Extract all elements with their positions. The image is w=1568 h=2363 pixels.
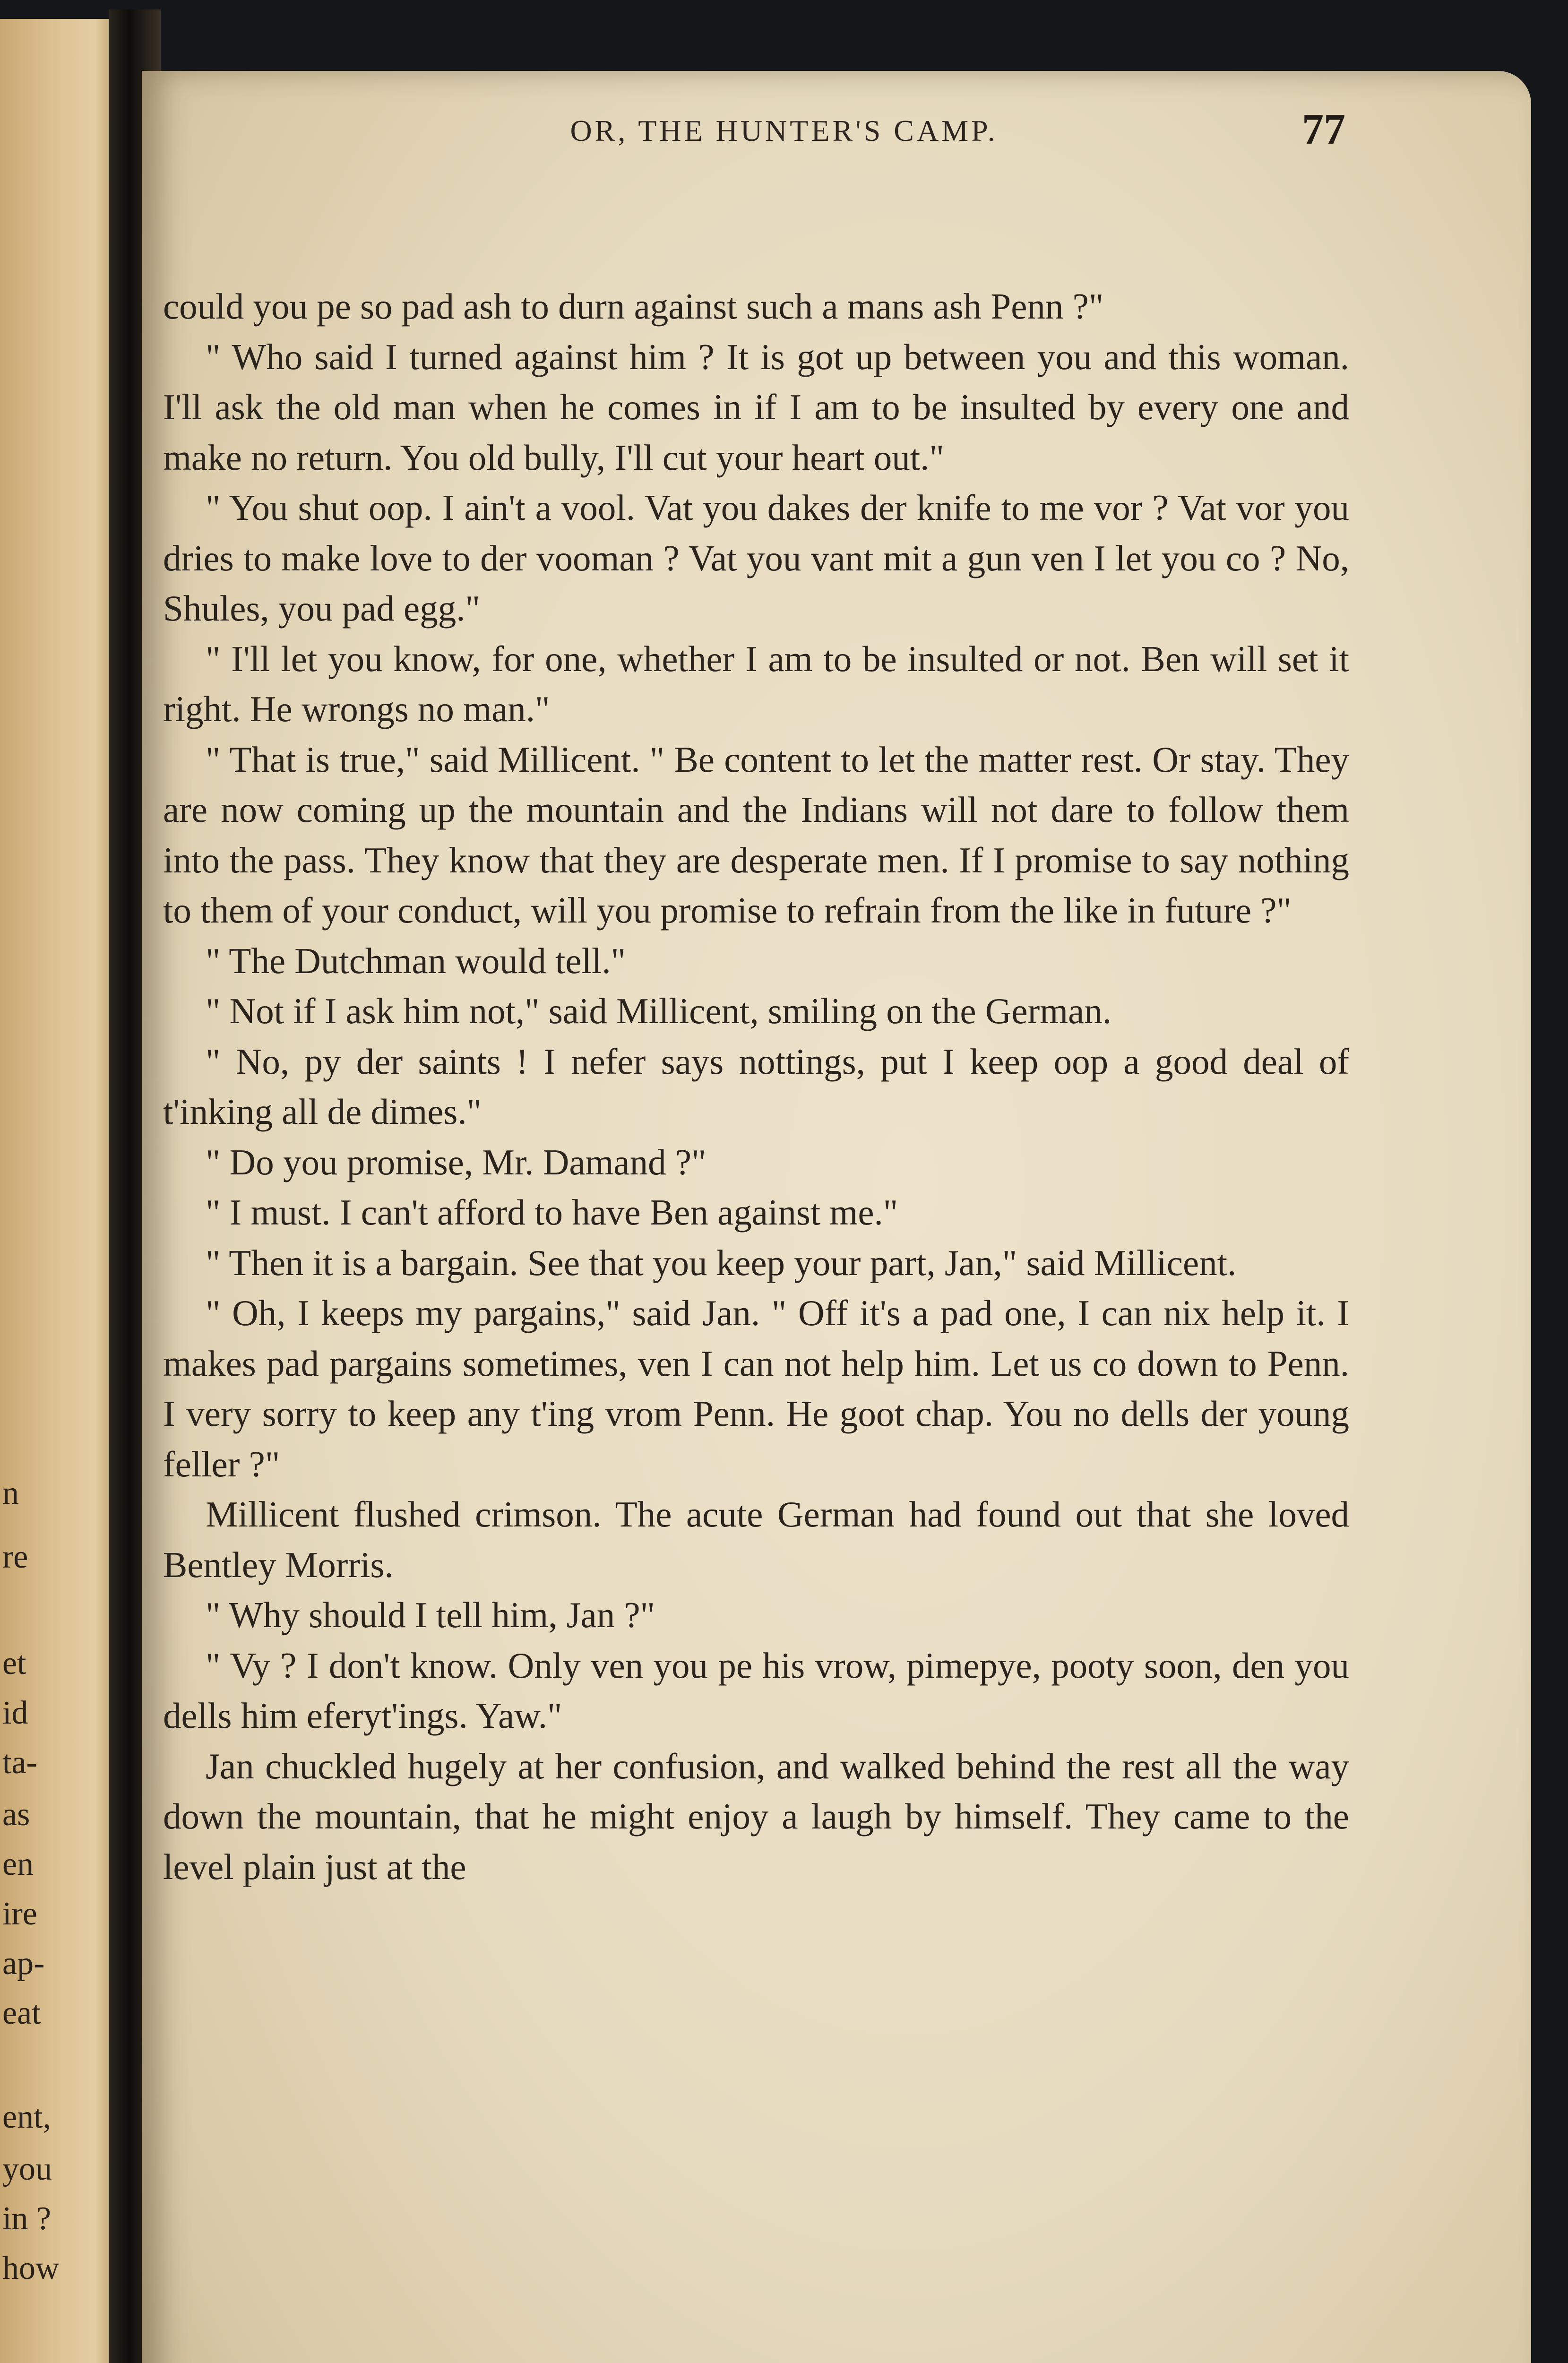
paragraph: " You shut oop. I ain't a vool. Vat you dakes der knife to me vor ? Vat vor you dries to make love to der vooman ? Vat you vant mit a gun ven I let you co ? No, Shules, you pad egg." [163,487,1349,629]
paragraph: " The Dutchman would tell." [206,940,626,981]
left-fragment: n [2,1475,19,1511]
left-fragment: you [2,2151,52,2187]
paragraph: could you pe so pad ash to durn against such a mans ash Penn ?" [163,286,1104,327]
left-fragment: et [2,1645,26,1682]
left-fragment: eat [2,1995,41,2031]
previous-page-edge [0,19,118,2363]
paragraph: " Who said I turned against him ? It is got up between you and this woman. I'll ask the old man when he comes in if I am to be insulted by every one and make no return. You old bully, I'll cut your heart out." [163,336,1349,478]
left-fragment: ent, [2,2099,52,2135]
paragraph: " Oh, I keeps my pargains," said Jan. " Off it's a pad one, I can nix help it. I makes pad pargains sometimes, ven I can not help him. Let us co down to Penn. I very sorry to keep any t'ing vrom Penn. He goot chap. You no dells der young feller ?" [163,1293,1349,1484]
paragraph: " Do you promise, Mr. Damand ?" [206,1141,706,1182]
paragraph: " No, py der saints ! I nefer says nottings, put I keep oop a good deal of t'inking all de dimes." [163,1041,1349,1132]
paragraph: Jan chuckled hugely at her confusion, and walked behind the rest all the way down the mountain, that he might enjoy a laugh by himself. They came to the level plain just at the [163,1745,1349,1887]
left-fragment: as [2,1796,30,1833]
paragraph: " Then it is a bargain. See that you keep your part, Jan," said Millicent. [206,1242,1237,1283]
paragraph: Millicent flushed crimson. The acute German had found out that she loved Bentley Morris. [163,1494,1349,1585]
running-title: OR, THE HUNTER'S CAMP. [570,114,998,147]
paragraph: " That is true," said Millicent. " Be content to let the matter rest. Or stay. They are now coming up the mountain and the Indians will not dare to follow them into the pass. They know that they are desperate men. If I promise to say nothing to them of your conduct, will you promise to refrain from the like in future ?" [163,739,1349,931]
left-fragment: id [2,1695,28,1731]
paragraph: " Why should I tell him, Jan ?" [206,1595,655,1635]
paragraph: " I must. I can't afford to have Ben against me." [206,1192,898,1233]
left-fragment: in ? [2,2200,52,2237]
left-fragment: ire [2,1896,37,1932]
left-fragment: re [2,1539,28,1575]
paragraph: " Not if I ask him not," said Millicent, smiling on the German. [206,991,1112,1031]
paragraph: " Vy ? I don't know. Only ven you pe his vrow, pimepye, pooty soon, den you dells him eferyt'ings. Yaw." [163,1645,1349,1736]
page-number: 77 [1302,105,1345,153]
body-text [163,281,1349,1892]
left-fragment: en [2,1846,34,1882]
left-fragment: how [2,2250,60,2286]
left-fragment: ta- [2,1744,37,1781]
left-fragment: ap- [2,1945,45,1982]
paragraph: " I'll let you know, for one, whether I am to be insulted or not. Ben will set it right. He wrongs no man." [163,638,1349,729]
